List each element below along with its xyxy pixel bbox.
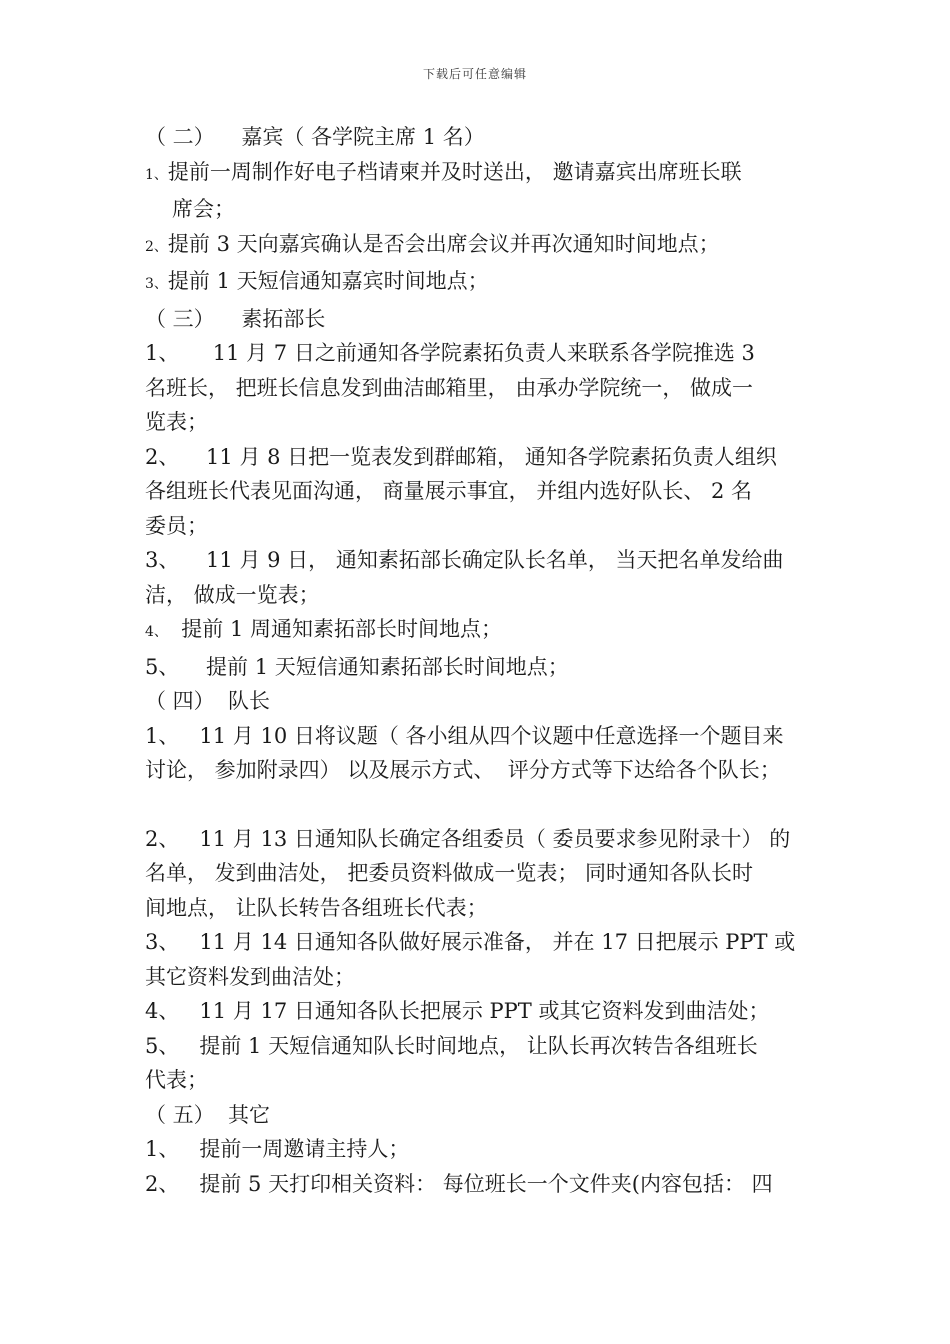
item-number: 2、 xyxy=(145,238,168,255)
text-line xyxy=(145,155,825,193)
text-line: 2、 11 月 8 日把一览表发到群邮箱， 通知各学院素拓负责人组织 xyxy=(145,444,777,469)
text-line: 1、 11 月 10 日将议题（ 各小组从四个议题中任意选择一个题目来 xyxy=(145,723,784,748)
item-number: 3、 xyxy=(145,276,168,292)
text-line: 洁， 做成一览表； xyxy=(145,582,320,607)
text-line: 览表； xyxy=(145,410,208,434)
section-heading-guests: （ 二） 嘉宾（ 各学院主席 1 名） xyxy=(145,125,485,149)
item-text: 提前一周制作好电子档请柬并及时送出， 邀请嘉宾出席班长联 xyxy=(167,159,742,184)
text-line: 讨论， 参加附录四） 以及展示方式、 评分方式等下达给各个队长； xyxy=(145,758,781,782)
text-line: 2、 提前 5 天打印相关资料： 每位班长一个文件夹(内容包括： 四 xyxy=(145,1171,773,1196)
text-line: 名班长， 把班长信息发到曲洁邮箱里， 由承办学院统一， 做成一 xyxy=(145,375,754,400)
text-line xyxy=(145,264,825,302)
section-heading-captain: （ 四） 队长 xyxy=(145,689,271,713)
item-number: 4、 xyxy=(145,624,168,640)
page-header-note: 下载后可任意编辑 xyxy=(422,67,527,81)
item-text: 提前 3 天向嘉宾确认是否会出席会议并再次通知时间地点； xyxy=(167,231,720,256)
text-line: 3、 11 月 9 日， 通知素拓部长确定队长名单， 当天把名单发给曲 xyxy=(145,548,784,572)
text-line: 4、 11 月 17 日通知各队长把展示 PPT 或其它资料发到曲洁处； xyxy=(145,999,770,1023)
text-line: 1、 提前一周邀请主持人； xyxy=(145,1137,410,1161)
text-line: 1、 11 月 7 日之前通知各学院素拓负责人来联系各学院推选 3 xyxy=(145,341,755,365)
text-line: 代表； xyxy=(145,1068,208,1092)
text-line xyxy=(145,612,825,650)
text-line: 5、 提前 1 天短信通知素拓部长时间地点； xyxy=(145,654,569,679)
text-line: 席会； xyxy=(172,197,235,221)
item-text: 提前 1 天短信通知嘉宾时间地点； xyxy=(167,269,489,293)
text-line: 2、 11 月 13 日通知队长确定各组委员（ 委员要求参见附录十） 的 xyxy=(145,826,791,851)
section-heading-sutuo: （ 三） 素拓部长 xyxy=(145,306,326,331)
text-line: 3、 11 月 14 日通知各队做好展示准备， 并在 17 日把展示 PPT 或 xyxy=(145,930,796,954)
text-line: 间地点， 让队长转告各组班长代表； xyxy=(145,895,488,920)
section-heading-other: （ 五） 其它 xyxy=(145,1102,271,1127)
document-body xyxy=(145,120,825,1201)
blank-line xyxy=(145,788,825,822)
text-line xyxy=(145,227,825,265)
text-line: 其它资料发到曲洁处； xyxy=(145,964,355,989)
text-line: 名单， 发到曲洁处， 把委员资料做成一览表； 同时通知各队长时 xyxy=(145,861,754,885)
item-text: 提前 1 周通知素拓部长时间地点； xyxy=(167,617,502,641)
text-line: 5、 提前 1 天短信通知队长时间地点， 让队长再次转告各组班长 xyxy=(145,1033,758,1058)
text-line: 委员； xyxy=(145,513,208,538)
item-number: 1、 xyxy=(145,166,168,183)
text-line: 各组班长代表见面沟通， 商量展示事宜， 并组内选好队长、 2 名 xyxy=(145,479,753,503)
